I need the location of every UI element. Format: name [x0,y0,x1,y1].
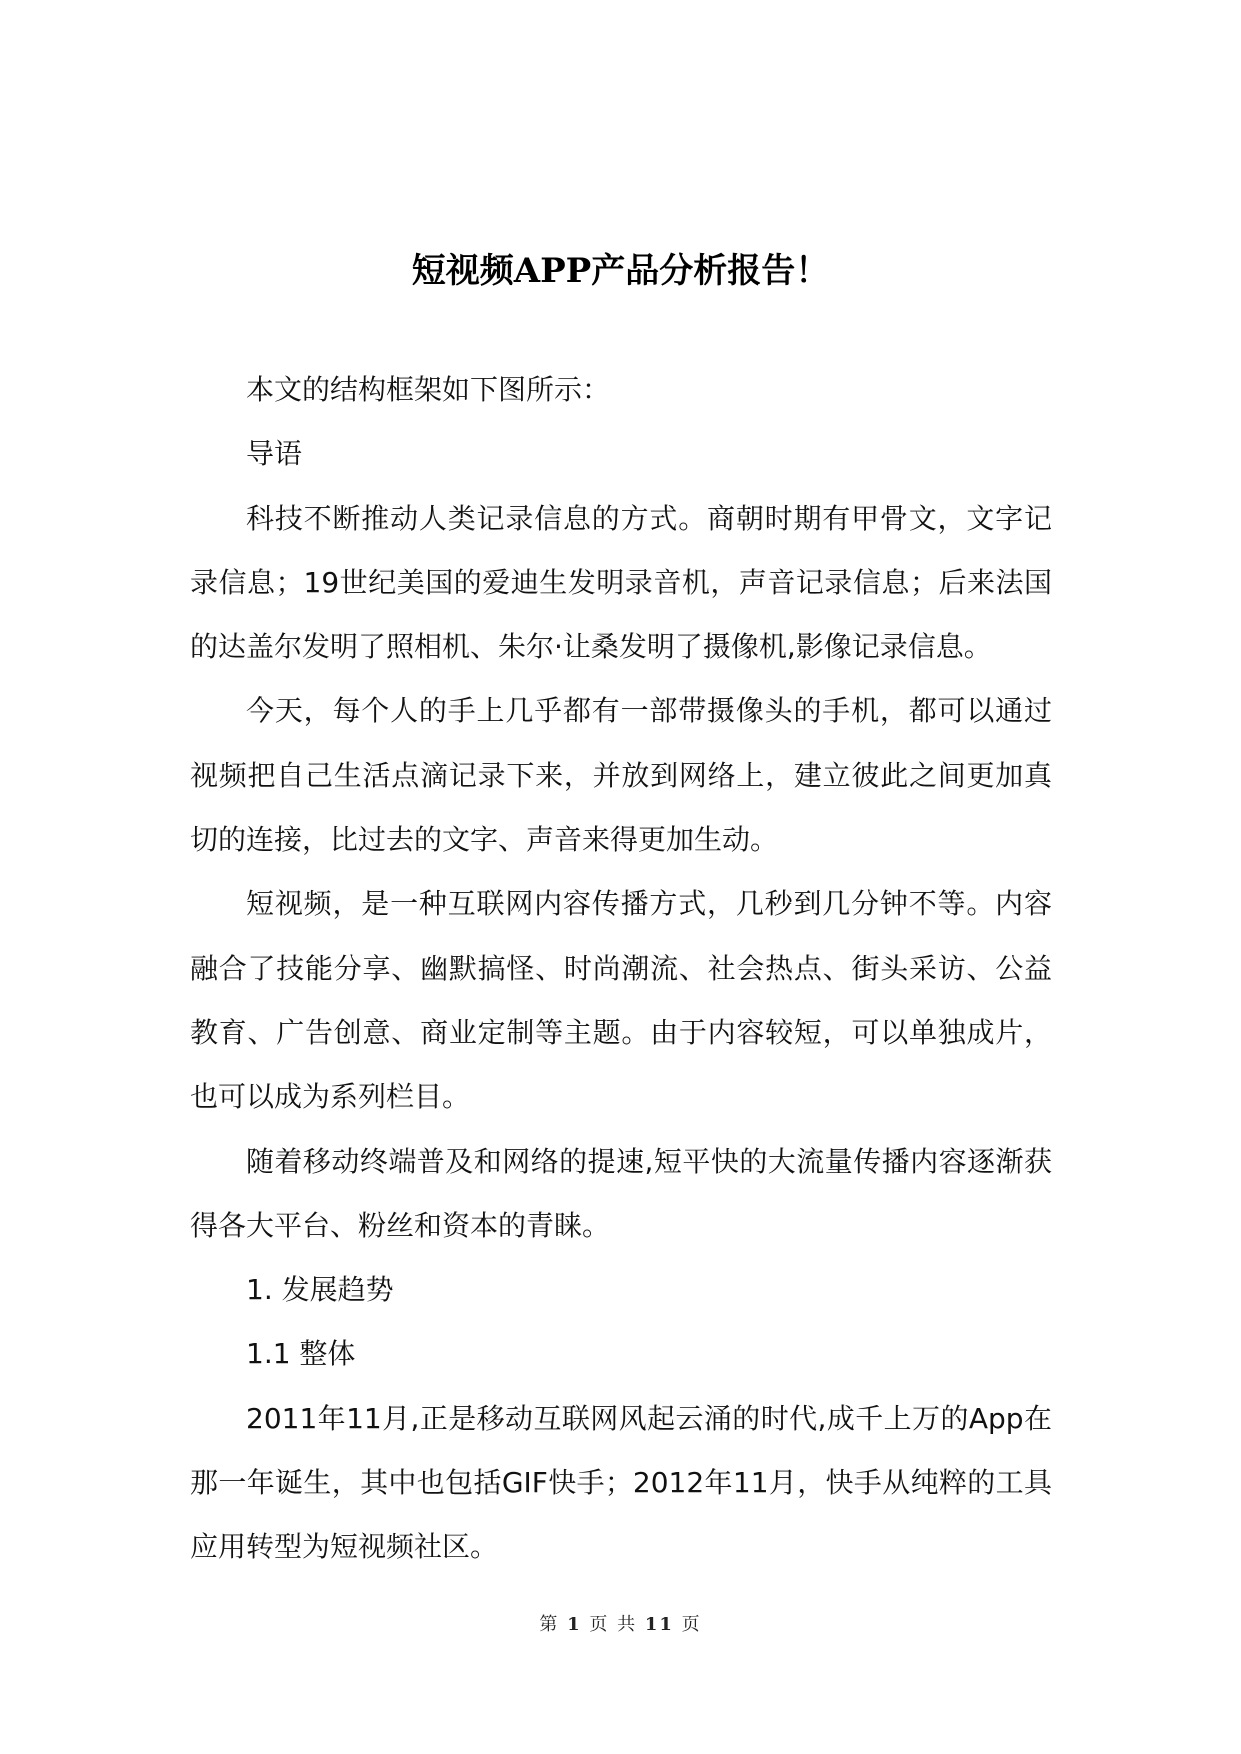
paragraph-recording-history: 科技不断推动人类记录信息的方式。商朝时期有甲骨文，文字记录信息；19世纪美国的爱迪生发明录音机，声音记录信息；后来法国的达盖尔发明了照相机、朱尔·让桑发明了摄像机,影像记录信息。 [190,501,1052,664]
paragraph-structure-intro: 本文的结构框架如下图所示： [246,373,611,406]
document-title: 短视频APP产品分析报告！ [411,250,830,291]
footer-current-page: 1 [567,1614,582,1635]
footer-suffix: 页 [681,1614,702,1635]
paragraph-platform-favor: 随着移动终端普及和网络的提速,短平快的大流量传播内容逐渐获得各大平台、粉丝和资本的青睐。 [190,1144,1052,1242]
section-heading-trend: 1. 发展趋势 [246,1273,394,1307]
footer-total-pages: 11 [644,1614,674,1635]
paragraph-short-video-definition: 短视频，是一种互联网内容传播方式，几秒到几分钟不等。内容融合了技能分享、幽默搞怪、时尚潮流、社会热点、街头采访、公益教育、广告创意、商业定制等主题。由于内容较短，可以单独成片，也可以成为系列栏目。 [190,887,1052,1114]
footer-middle: 页 共 [589,1614,638,1635]
paragraph-mobile-video: 今天，每个人的手上几乎都有一部带摄像头的手机，都可以通过视频把自己生活点滴记录下来，并放到网络上，建立彼此之间更加真切的连接，比过去的文字、声音来得更加生动。 [190,694,1052,857]
paragraph-lead-heading: 导语 [246,437,303,471]
document-body [190,358,1052,1580]
page-footer [0,1612,1241,1638]
subsection-heading-overall: 1.1 整体 [246,1337,356,1371]
paragraph-kuaishou-history: 2011年11月,正是移动互联网风起云涌的时代,成千上万的App在那一年诞生，其中也包括GIF快手；2012年11月，快手从纯粹的工具应用转型为短视频社区。 [190,1401,1052,1564]
footer-prefix: 第 [539,1614,560,1635]
